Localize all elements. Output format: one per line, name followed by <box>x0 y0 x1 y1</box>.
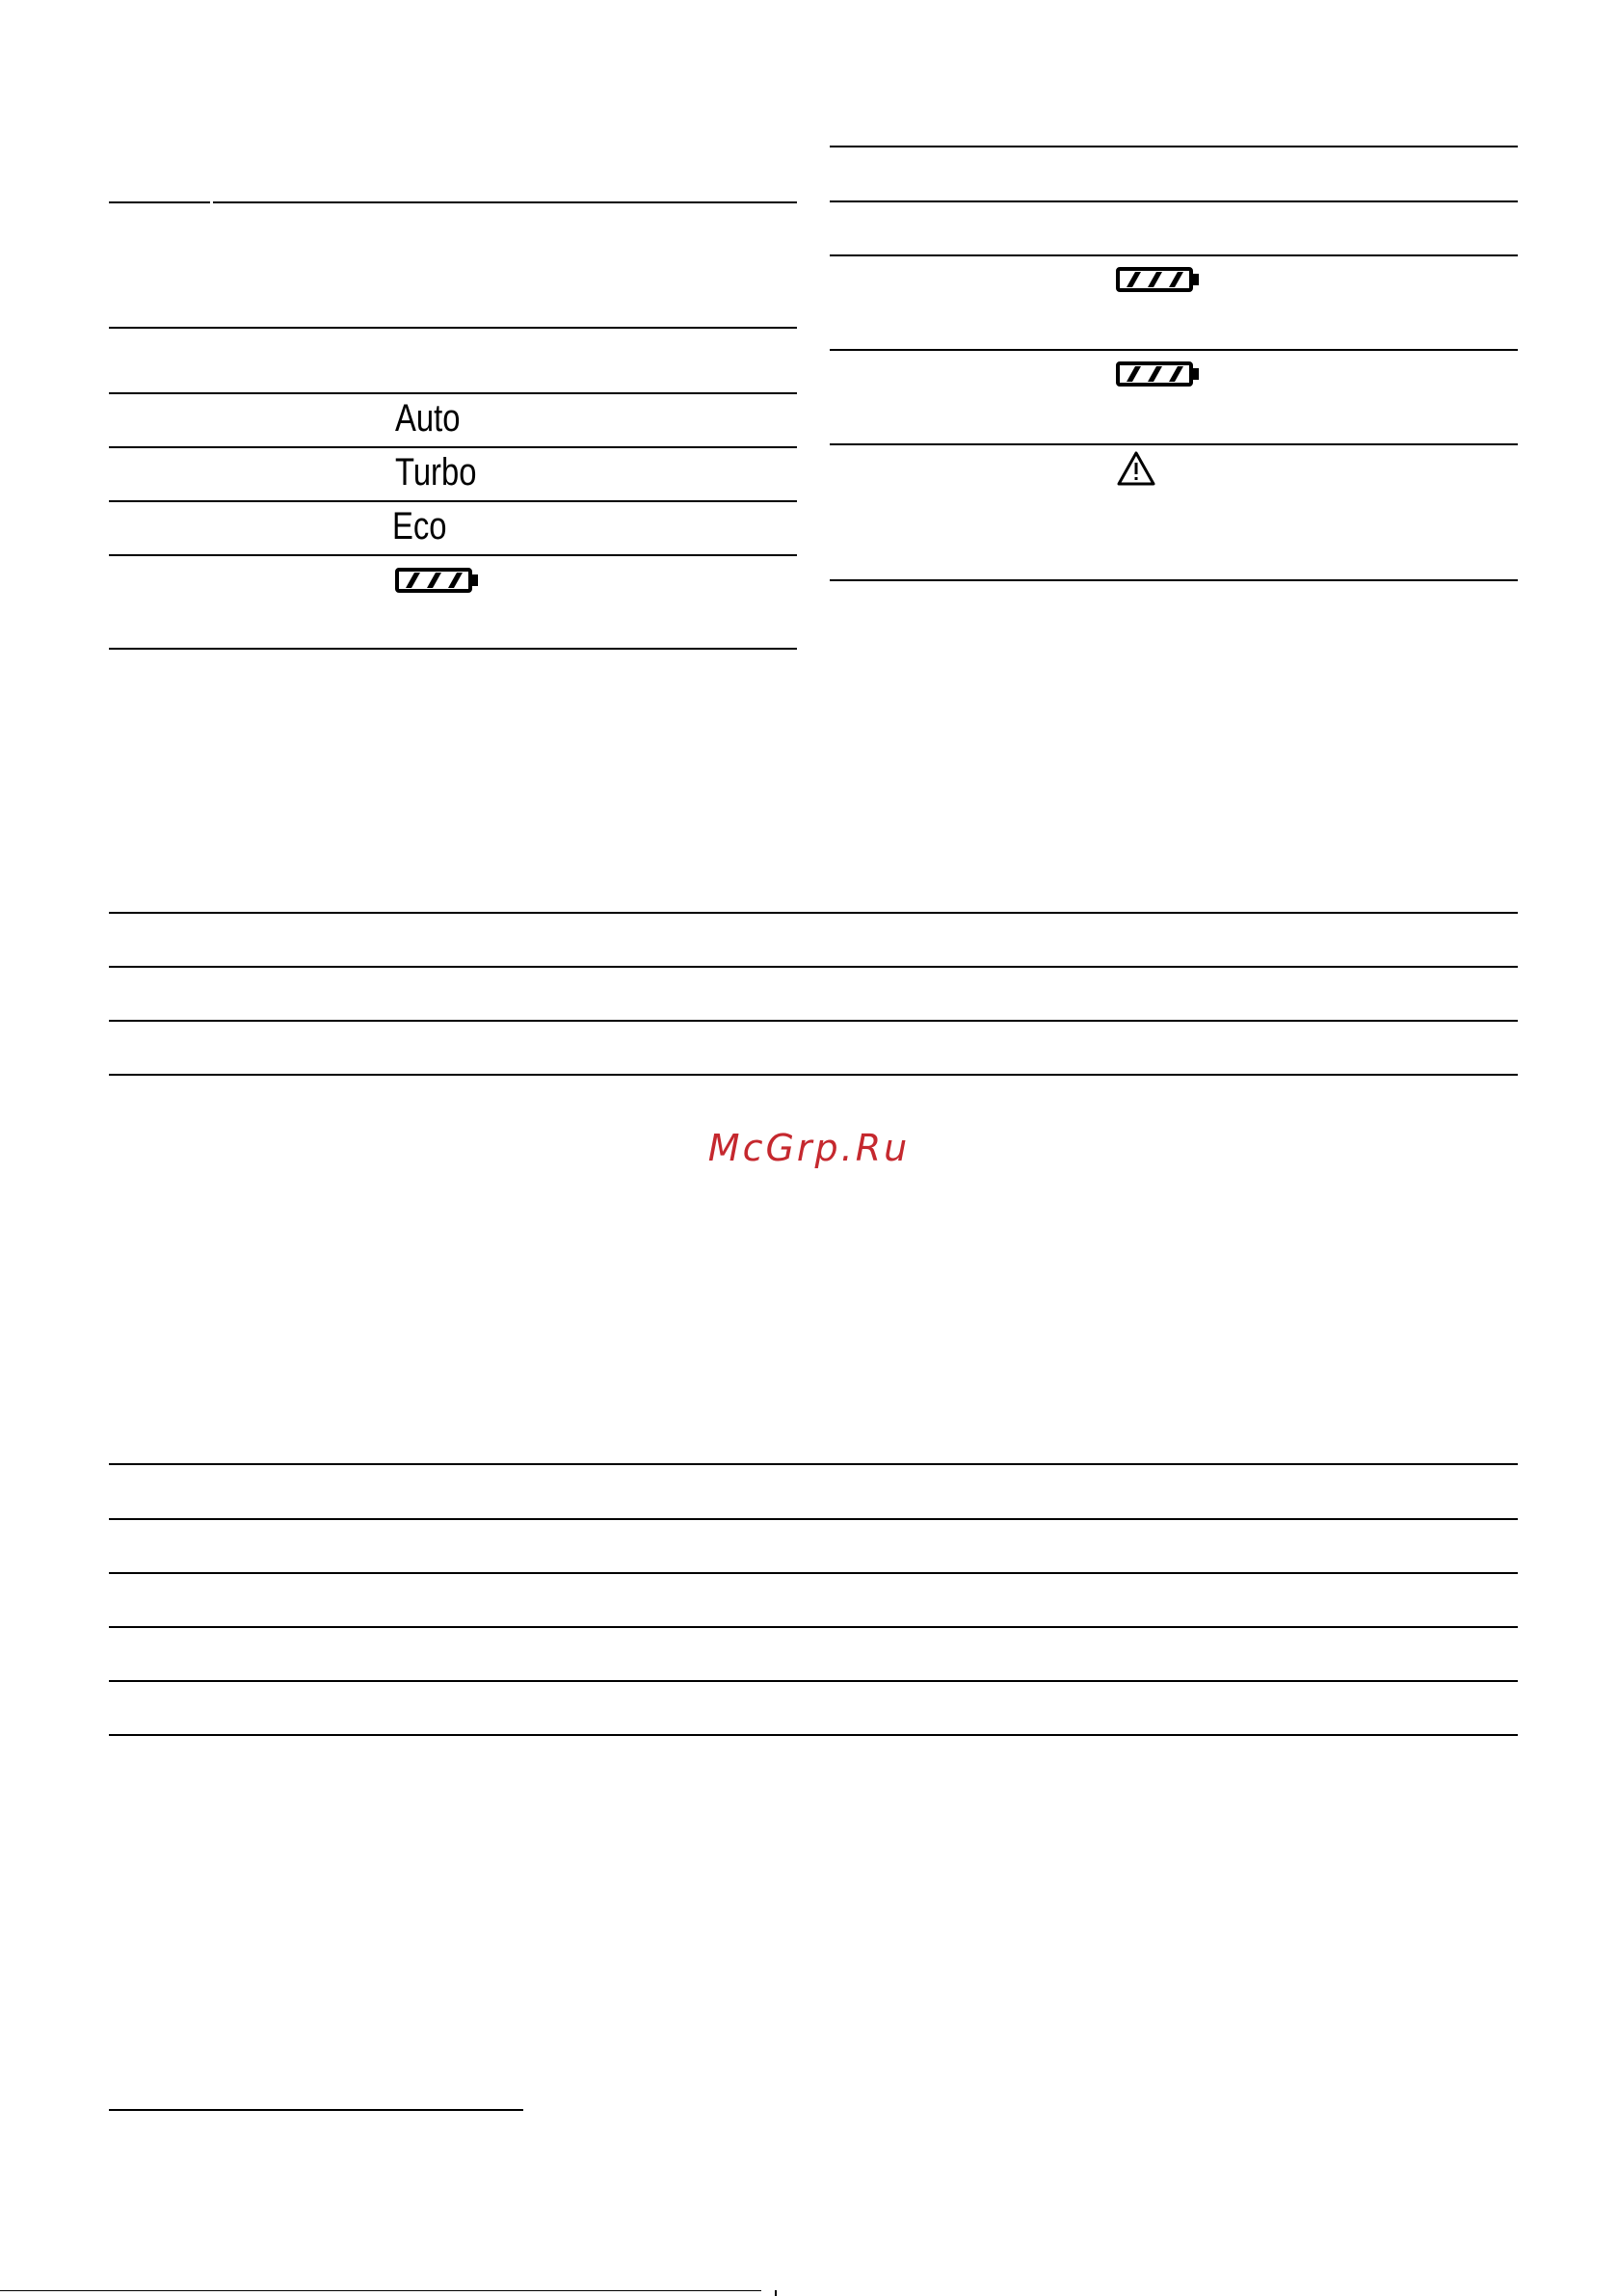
left-table-top-rule-b <box>213 201 797 203</box>
left-table-rule <box>109 500 797 502</box>
lower-table-rule <box>109 1572 1518 1574</box>
right-table-rule <box>830 200 1518 202</box>
middle-table-rule <box>109 966 1518 968</box>
lower-table-rule <box>109 1626 1518 1628</box>
page-bottom-tick <box>775 2290 777 2296</box>
right-table-rule <box>830 254 1518 256</box>
left-table-rule <box>109 554 797 556</box>
lower-table-bottom-rule <box>109 1734 1518 1736</box>
footnote-separator <box>109 2109 523 2111</box>
lower-table-rule <box>109 1680 1518 1682</box>
watermark: McGrp.Ru <box>707 1127 911 1169</box>
right-table-rule <box>830 349 1518 351</box>
middle-table-rule <box>109 1020 1518 1022</box>
right-table-bottom-rule <box>830 579 1518 581</box>
battery-full-icon <box>1116 361 1201 387</box>
right-table-top-rule <box>830 146 1518 147</box>
right-table-rule <box>830 443 1518 445</box>
warning-triangle-icon <box>1116 450 1156 487</box>
left-table-bottom-rule <box>109 648 797 650</box>
battery-full-icon <box>395 568 480 593</box>
middle-table-top-rule <box>109 912 1518 914</box>
lower-table-rule <box>109 1518 1518 1520</box>
left-table-top-rule-a <box>109 201 210 203</box>
mode-auto-label: Auto <box>395 397 461 440</box>
left-table-rule <box>109 446 797 448</box>
mode-turbo-label: Turbo <box>395 451 477 494</box>
battery-full-icon <box>1116 267 1201 292</box>
lower-table-top-rule <box>109 1463 1518 1465</box>
mode-eco-label: Eco <box>392 505 447 547</box>
left-table-rule <box>109 327 797 329</box>
middle-table-bottom-rule <box>109 1074 1518 1076</box>
page-bottom-rule <box>0 2290 761 2291</box>
left-table-rule <box>109 392 797 394</box>
